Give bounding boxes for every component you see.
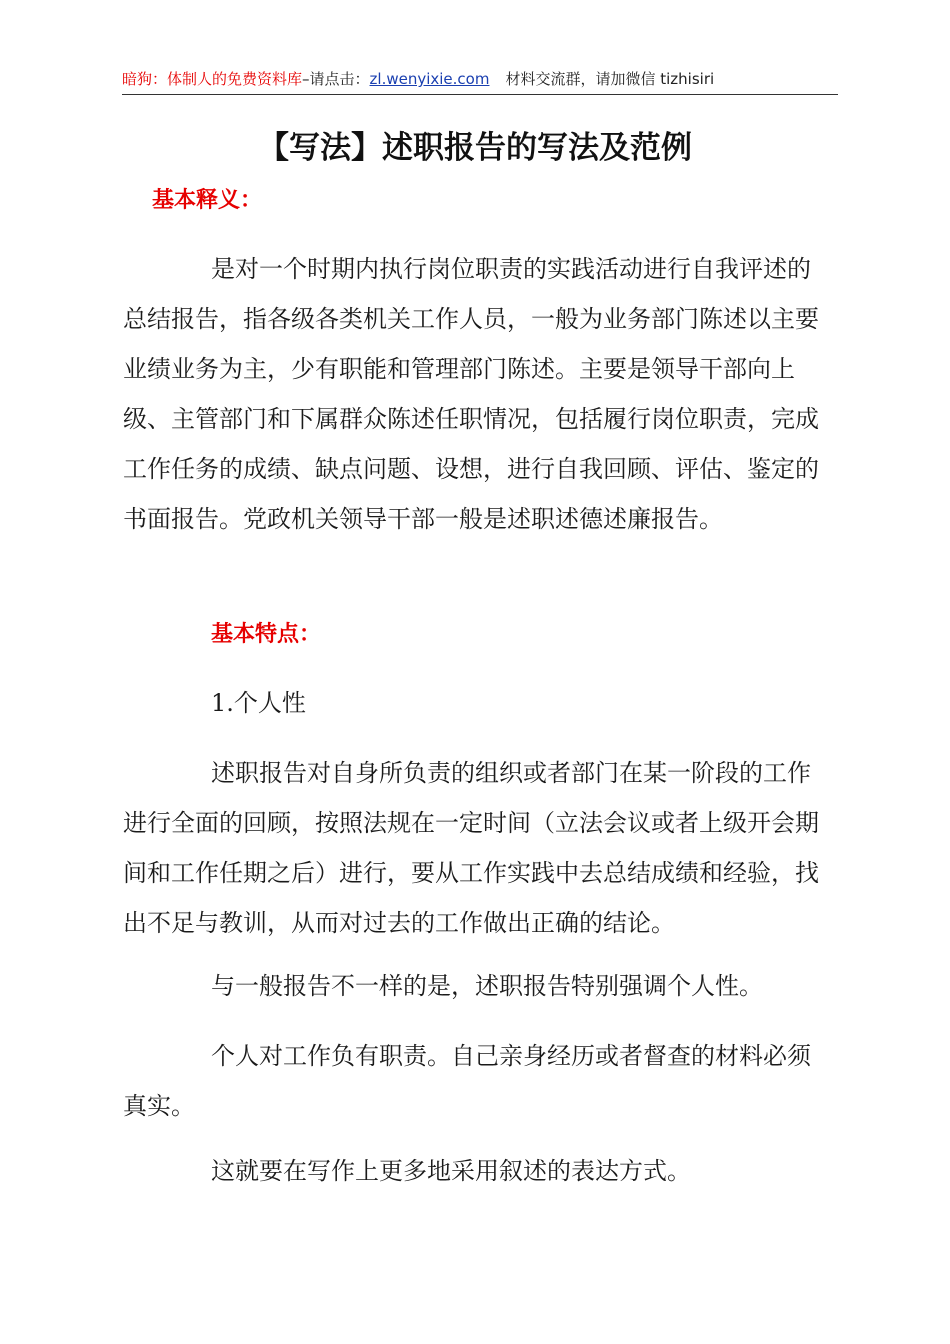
feature-paragraph-2: 与一般报告不一样的是，述职报告特别强调个人性。 [211,972,763,1000]
definition-paragraph: 是对一个时期内执行岗位职责的实践活动进行自我评述的总结报告，指各级各类机关工作人员，一般为业务部门陈述以主要业绩业务为主，少有职能和管理部门陈述。主要是领导干部向上级、主管部门和下属群众陈述任职情况，包括履行岗位职责，完成工作任务的成绩、缺点问题、设想，进行自我回顾、评估、鉴定的书面报告。党政机关领导干部一般是述职述德述廉报告。 [123,255,819,533]
header-site-name: 暗狗：体制人的免费资料库 [122,70,303,88]
section-heading-features: 基本特点： [211,622,322,647]
feature-paragraph-3: 个人对工作负有职责。自己亲身经历或者督查的材料必须真实。 [123,1042,811,1120]
feature-paragraph-4: 这就要在写作上更多地采用叙述的表达方式。 [211,1157,691,1185]
feature-item-1: 1.个人性 [211,689,306,717]
document-title: 【写法】述职报告的写法及范例 [258,130,692,166]
header-contact: 材料交流群，请加微信 tizhisiri [505,70,715,88]
section-heading-definition: 基本释义： [152,188,263,213]
page-header [122,66,838,95]
feature-paragraph-1: 述职报告对自身所负责的组织或者部门在某一阶段的工作进行全面的回顾，按照法规在一定时间（立法会议或者上级开会期间和工作任期之后）进行，要从工作实践中去总结成绩和经验，找出不足与教训，从而对过去的工作做出正确的结论。 [123,759,819,937]
header-click-label: –请点击： [302,70,370,88]
header-url-link[interactable]: zl.wenyixie.com [369,70,490,88]
